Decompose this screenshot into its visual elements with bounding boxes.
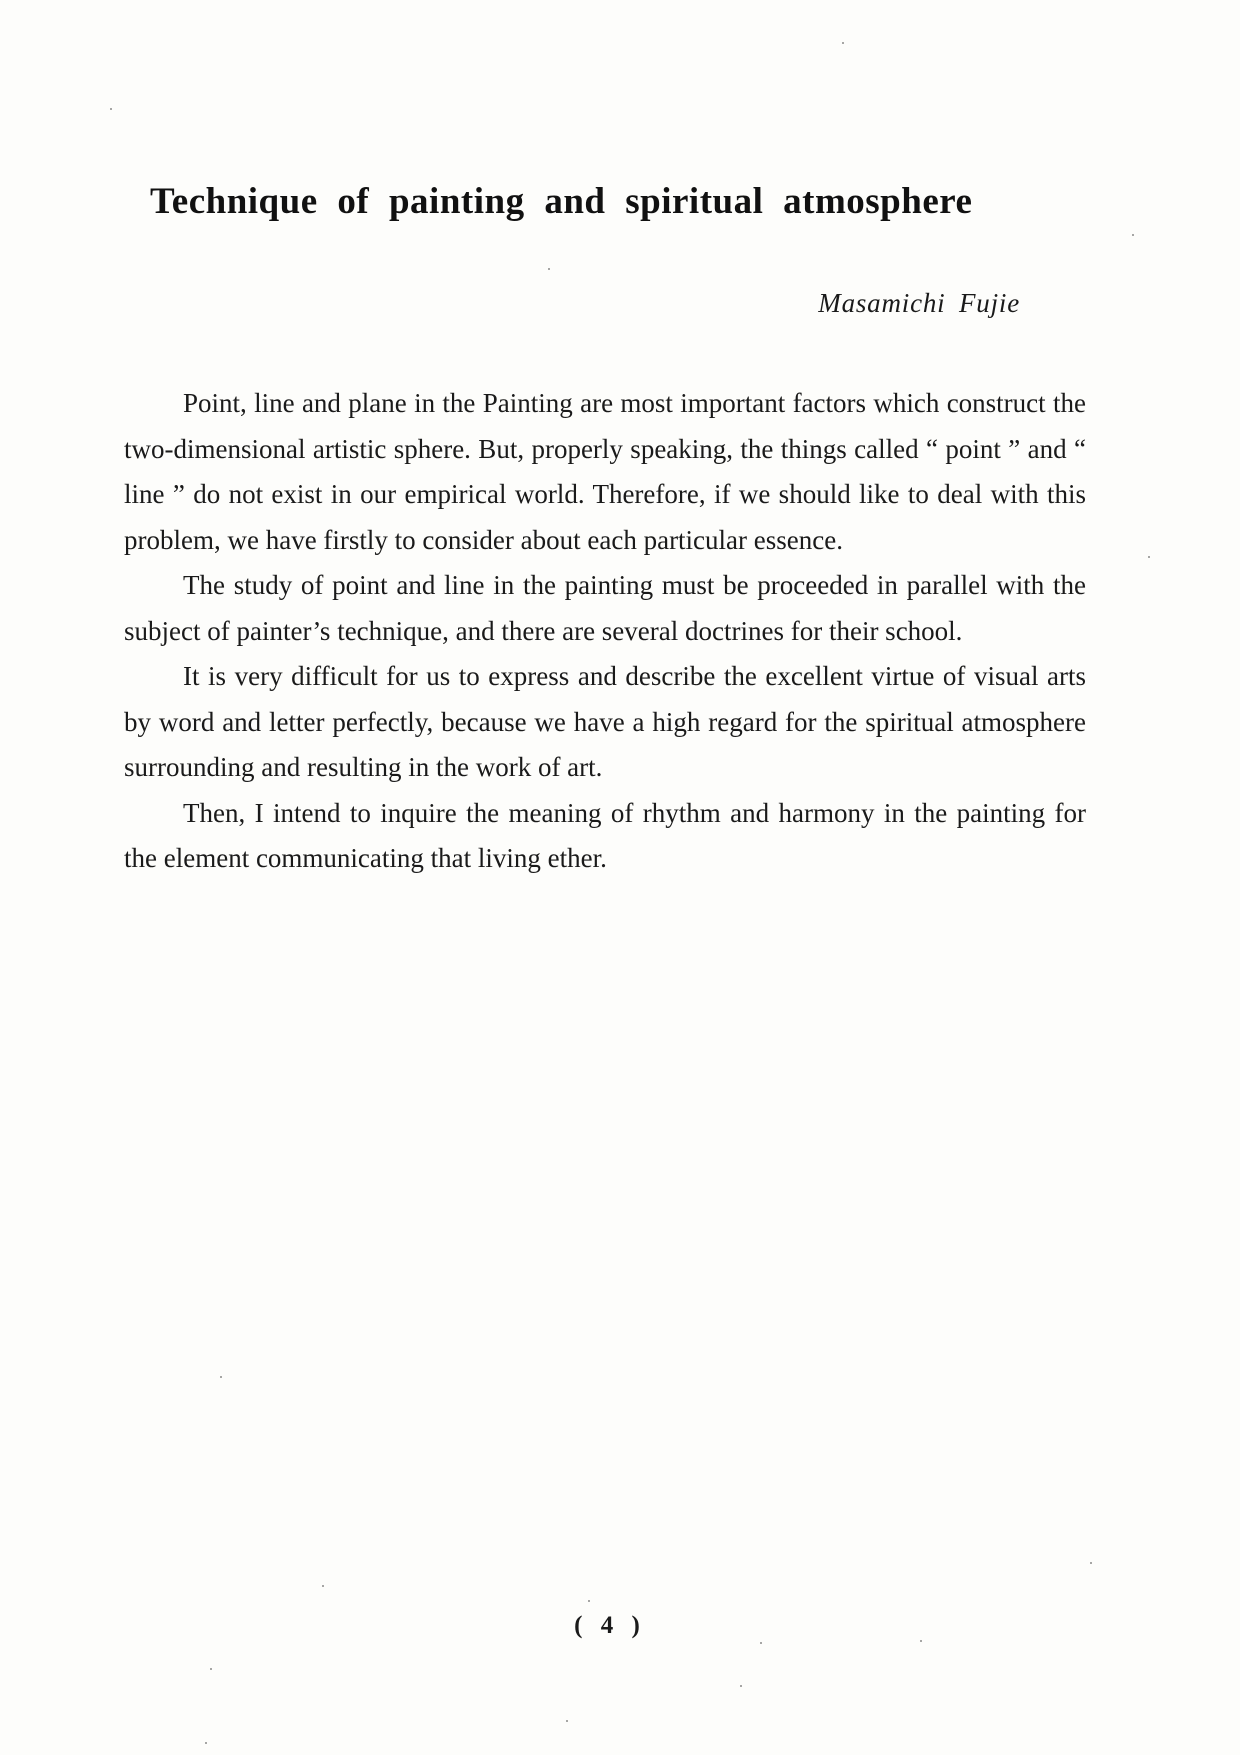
page-number: ( 4 )	[574, 1612, 646, 1639]
scan-speck	[588, 1600, 590, 1602]
paragraph-4: Then, I intend to inquire the meaning of rhythm and harmony in the painting for the element communicating that living ether.	[124, 797, 1086, 873]
author-name: Masamichi Fujie	[818, 288, 1020, 318]
scan-speck	[1090, 1562, 1092, 1564]
scan-speck	[220, 1376, 222, 1378]
paragraph-2: The study of point and line in the painting must be proceeded in parallel with the subject of painter’s technique, and there are several doctrines for their school.	[124, 570, 1086, 646]
abstract-body	[124, 381, 1086, 882]
scan-speck	[210, 1668, 212, 1670]
scan-speck	[760, 1642, 762, 1644]
scan-speck	[566, 1720, 568, 1722]
paragraph-3: It is very difficult for us to express and describe the excellent virtue of visual arts by word and letter perfectly, because we have a high regard for the spiritual atmosphere surrounding and resulting in the work of art.	[124, 661, 1086, 782]
scan-speck	[1132, 234, 1134, 236]
scan-speck	[1148, 556, 1150, 558]
scan-speck	[920, 1640, 922, 1642]
scan-speck	[842, 42, 844, 44]
scan-speck	[205, 1742, 207, 1744]
scan-speck	[110, 108, 112, 110]
scan-speck	[322, 1585, 324, 1587]
scan-speck	[548, 268, 550, 270]
scan-speck	[740, 1685, 742, 1687]
article-title: Technique of painting and spiritual atmosphere	[150, 181, 973, 222]
paragraph-1: Point, line and plane in the Painting are most important factors which construct the two-dimensional artistic sphere. But, properly speaking, the things called “ point ” and “ line ” do not exist in our empirical world. Therefore, if we should like to deal with this problem, we have firstly to consider about each particular essence.	[124, 388, 1086, 555]
